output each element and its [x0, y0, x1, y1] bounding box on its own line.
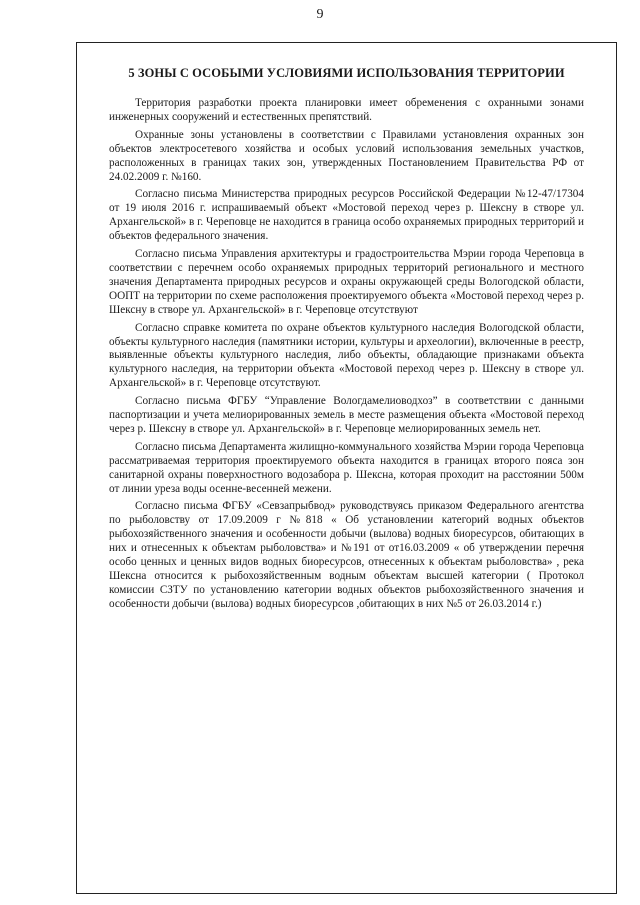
paragraph-1: Территория разработки проекта планировки имеет обременения с охранными зонами инженерных сооружений и естественных препятствий.: [109, 97, 584, 123]
paragraph-6: Согласно письма ФГБУ “Управление Вологдамелиоводхоз” в соответствии с данными паспортизации и учета мелиорированных земель в месте размещения объекта «Мостовой переход через р. Шексну в створе ул. Архангельской» в г. Череповце мелиорированных земель нет.: [109, 395, 584, 435]
page-content: [109, 65, 584, 893]
page-frame: [76, 42, 617, 894]
paragraph-7: Согласно письма Департамента жилищно-коммунального хозяйства Мэрии города Череповца рассматриваемая территория проектируемого объекта находится в границах второго пояса зон санитарной охраны поверхностного водозабора р. Шексна, которая проходит на расстоянии 500м от линии уреза воды осенне-весенней межени.: [109, 440, 584, 495]
paragraph-5: Согласно справке комитета по охране объектов культурного наследия Вологодской области, объекты культурного наследия (памятники истории, культуры и археологии), включенные в реестр, выявленные объекты культурного наследия, либо объекты, обладающие признаками объекта культурного наследия, на территории объекта «Мостовой переход через р. Шексну в створе ул. Архангельской» в г. Череповце отсутствуют.: [109, 321, 584, 390]
paragraph-2: Охранные зоны установлены в соответствии с Правилами установления охранных зон объектов электросетевого хозяйства и особых условий использования земельных участков, расположенных в границах таких зон, утвержденных Постановлением Правительства РФ от 24.02.2009 г. №160.: [109, 128, 584, 183]
page-number: 9: [316, 7, 324, 22]
paragraph-4: Согласно письма Управления архитектуры и градостроительства Мэрии города Череповца в соответствии с перечнем особо охраняемых природных территорий регионального и местного значения Департамента природных ресурсов и охраны окружающей среды Вологодской области, ООПТ на территории по схеме расположения проектируемого объекта «Мостовой переход через р. Шексну в створе ул. Архангельской» в г. Череповце отсутствуют: [109, 248, 584, 316]
paragraph-3: Согласно письма Министерства природных ресурсов Российской Федерации №12-47/17304 от 19 июля 2016 г. испрашиваемый объект «Мостовой переход через р. Шексну в створе ул. Архангельской» в г. Череповце не находится в граница особо охраняемых природных территорий и объектов федерального значения.: [109, 188, 584, 243]
paragraph-8: Согласно письма ФГБУ «Севзапрыбвод» руководствуясь приказом Федерального агентства по рыболовству от 17.09.2009 г №818 « Об установлении категорий водных объектов рыбохозяйственного значения и особенности добычи (вылова) водных биоресурсов, обитающих в них и отнесенных к объектам рыболовства» и №191 от от16.03.2009 « об утверждении перечня особо ценных и ценных видов водных биоресурсов, отнесенных к объектам рыболовства» , река Шексна относится к рыбохозяйственным водным объектам высшей категории ( Протокол комиссии СЗТУ по установлению категории водных объектов рыбохозяйственного значения и особенности добычи (вылова) водных биоресурсов ,обитающих в них №5 от 26.03.2014 г.): [109, 500, 584, 610]
section-heading: 5 ЗОНЫ С ОСОБЫМИ УСЛОВИЯМИ ИСПОЛЬЗОВАНИЯ ТЕРРИТОРИИ: [128, 66, 565, 80]
